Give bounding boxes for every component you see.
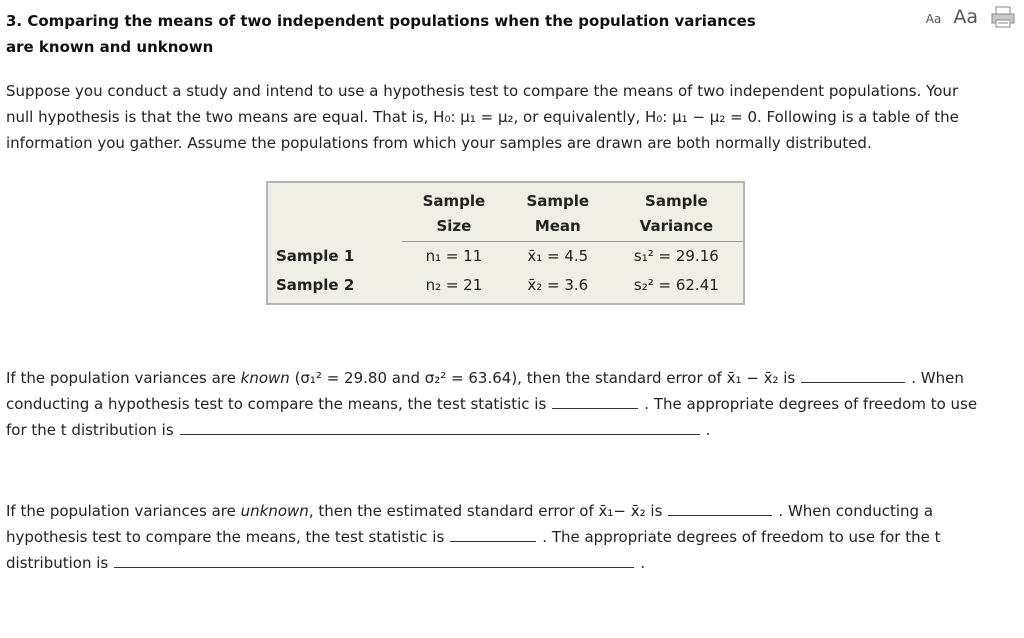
known-degrees-of-freedom-blank[interactable] bbox=[180, 418, 700, 435]
known-emphasis: known bbox=[240, 369, 290, 387]
unknown-line3-post: . bbox=[640, 554, 646, 572]
cell-size: n₂ = 21 bbox=[425, 276, 483, 294]
increase-text-size-button[interactable]: Aa bbox=[953, 6, 978, 28]
known-line3-text: for the t distribution is bbox=[6, 421, 174, 439]
cell-variance: s₂² = 62.41 bbox=[633, 276, 719, 294]
cell-size: n₁ = 11 bbox=[425, 247, 483, 265]
known-standard-error-blank[interactable] bbox=[801, 366, 905, 383]
text-tools bbox=[926, 6, 1016, 28]
unknown-line2-post: . The appropriate degrees of freedom to use for the t bbox=[542, 528, 941, 546]
unknown-line2-text: hypothesis test to compare the means, the test statistic is bbox=[6, 528, 445, 546]
question-title-line2: are known and unknown bbox=[6, 38, 214, 56]
unknown-test-statistic-blank[interactable] bbox=[450, 525, 536, 542]
question-title-line1: 3. Comparing the means of two independent populations when the population variances bbox=[6, 12, 756, 30]
cell-mean: x̄₂ = 3.6 bbox=[527, 276, 589, 294]
unknown-variances-question bbox=[6, 498, 1016, 576]
col-header-size: Sample Size bbox=[402, 183, 506, 242]
known-line2-post: . The appropriate degrees of freedom to use bbox=[644, 395, 978, 413]
row-label: Sample 1 bbox=[276, 246, 355, 265]
print-icon[interactable] bbox=[990, 6, 1016, 28]
decrease-text-size-button[interactable]: Aa bbox=[925, 12, 942, 26]
known-test-statistic-blank[interactable] bbox=[552, 392, 638, 409]
cell-mean: x̄₁ = 4.5 bbox=[527, 247, 589, 265]
known-variances-question bbox=[6, 365, 1016, 443]
intro-line2: null hypothesis is that the two means are equal. That is, H₀: μ₁ = μ₂, or equivalently, H₀: μ₁ − μ₂ = 0. Following is a table of the bbox=[6, 108, 959, 126]
known-line3-post: . bbox=[705, 421, 711, 439]
unknown-degrees-of-freedom-blank[interactable] bbox=[114, 551, 634, 568]
sample-data-table bbox=[266, 181, 745, 305]
intro-line3: information you gather. Assume the populations from which your samples are drawn are both normally distributed. bbox=[6, 134, 872, 152]
unknown-text: If the population variances are bbox=[6, 502, 241, 520]
table-row bbox=[268, 271, 743, 300]
unknown-emphasis: unknown bbox=[240, 502, 309, 520]
table-row bbox=[268, 242, 743, 272]
intro-line1: Suppose you conduct a study and intend to use a hypothesis test to compare the means of two independent populations. Your bbox=[6, 82, 959, 100]
col-header-mean: Sample Mean bbox=[506, 183, 610, 242]
known-after-blank: . When bbox=[911, 369, 964, 387]
row-label: Sample 2 bbox=[276, 276, 355, 294]
col-header-variance: Sample Variance bbox=[610, 183, 743, 242]
question-title bbox=[6, 8, 826, 60]
unknown-after-blank: . When conducting a bbox=[778, 502, 934, 520]
table-corner bbox=[268, 183, 402, 242]
known-line2-text: conducting a hypothesis test to compare the means, the test statistic is bbox=[6, 395, 547, 413]
unknown-standard-error-blank[interactable] bbox=[668, 499, 772, 516]
unknown-text-cont: , then the estimated standard error of x̄₁− x̄₂ is bbox=[308, 502, 663, 520]
intro-paragraph bbox=[6, 78, 1016, 156]
known-text-cont: (σ₁² = 29.80 and σ₂² = 63.64), then the standard error of x̄₁ − x̄₂ is bbox=[289, 369, 796, 387]
cell-variance: s₁² = 29.16 bbox=[633, 247, 719, 265]
unknown-line3-text: distribution is bbox=[6, 554, 109, 572]
known-text: If the population variances are bbox=[6, 369, 241, 387]
